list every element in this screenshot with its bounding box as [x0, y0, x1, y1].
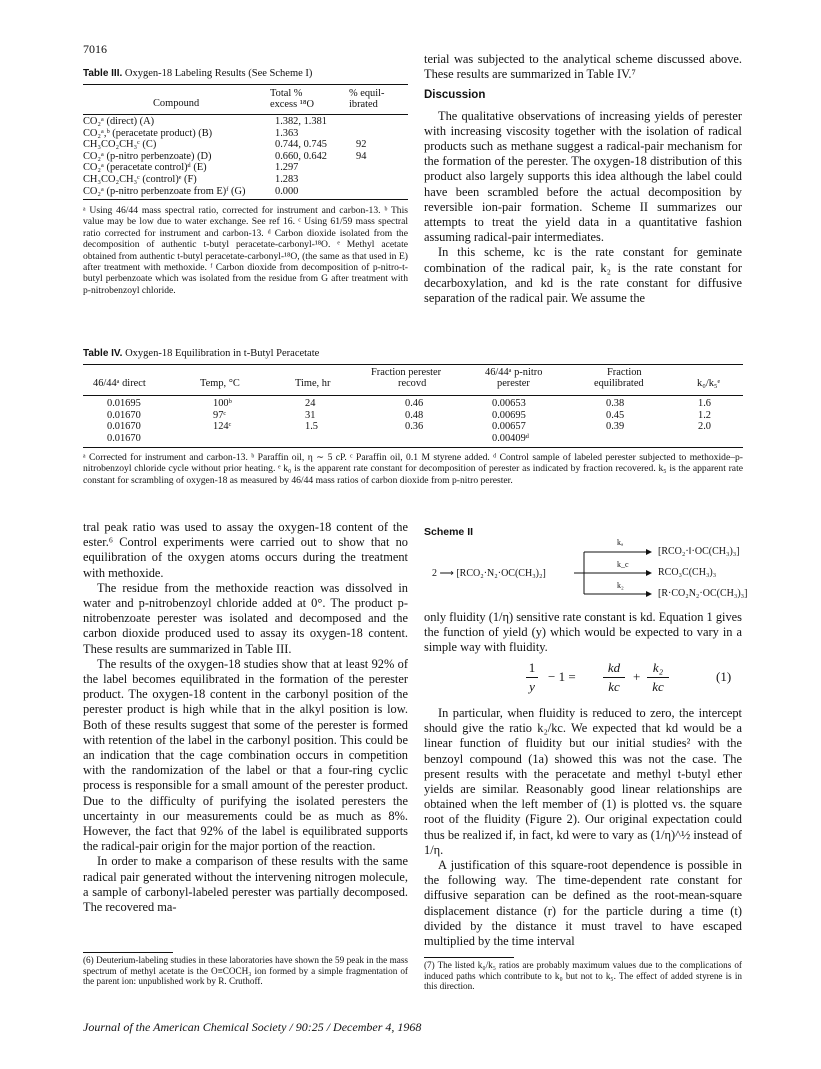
continuation-paragraph: terial was subjected to the analytical scheme discussed above. These results are summarized in Table IV.⁷: [424, 52, 742, 82]
eq-term1-numerator: kd: [607, 660, 621, 675]
table3-cell-total: 1.382, 1.381: [275, 116, 327, 127]
right-paragraph-1: only fluidity (1/η) sensitive rate constant is kd. Equation 1 gives the function of yield (y) which would be expected to vary in a simple way with fluidity.: [424, 610, 742, 655]
table4-cell-time: 24: [305, 398, 316, 409]
scheme2-product-bottom: [R·CO₂N₂·OC(CH₃)₃]: [658, 588, 748, 599]
left-paragraph-3: The results of the oxygen-18 studies show that at least 92% of the label becomes equilibrated in the formation of the perester product. The oxygen-18 content in the carbonyl position of the perester product is high while that in the alkyl position is low. Both of these results suggest that some of the perester is formed with retention of the label in the carbonyl position. This could be an indication that the cage combination occurs in competition with the randomization of the label or that a four-ring cyclic process is responsible for a small amount of the perester product. Due to the difficulty of purifying the isolated peresters the uncertainty in our measurements could be as much as 8%. However, the fact that 92% of the label is equilibrated supports the radical-pair origin for the major portion of the reaction.: [83, 656, 408, 854]
table3-cell-compound: CO₂ᵃ (peracetate control)ᵈ (E): [83, 162, 207, 174]
table3-cell-total: 0.744, 0.745: [275, 139, 327, 151]
table4-cell-direct: 0.01695: [107, 398, 141, 409]
table-row: [83, 421, 743, 433]
right-paragraph-2: In particular, when fluidity is reduced to zero, the intercept should give the ratio k₂/kc. We expected that kd would be a linear function of fluidity but our initial studies² with the benzoyl compound (1a) showed this was not the case. The present results with the peracetate and methyl t-butyl ether yields are similar. Reasonably good linear relationships are obtained when the left member of (1) is plotted vs. the square root of the fluidity (Figure 2). Our original expectation could thus be realized if, in fact, kd were to vary as (1/η)^½ instead of 1/η.: [424, 706, 742, 857]
table3-cell-total: 1.297: [275, 162, 299, 174]
eq-plus: +: [633, 669, 641, 684]
table4-top-rule: [83, 364, 743, 365]
table4-cell-pnitro: 0.00409ᵈ: [492, 432, 530, 444]
left-paragraph-4: In order to make a comparison of these results with the same radical pair generated without the intervening nitrogen molecule, a sample of carbonyl-labeled perester was partially decomposed. The recovered ma-: [83, 854, 408, 915]
table4-header-recovd-bottom: recovd: [398, 378, 427, 389]
left-paragraph-2: The residue from the methoxide reaction was dissolved in water and p-nitrobenzoyl chloride added at 0°. The product p-nitrobenzoate perester was isolated and decomposed and the carbon dioxide produced used to assay its oxygen-18 content. These results are summarized in Table III.: [83, 580, 408, 656]
table4-cell-recovd: 0.48: [405, 409, 424, 421]
table3-header-rule: [83, 114, 408, 115]
eq-lhs-numerator: 1: [528, 660, 536, 675]
table3-cell-total: 1.283: [275, 173, 299, 185]
scheme2-k-top: kₐ: [617, 538, 624, 547]
table4-cell-fraction: 0.38: [606, 398, 625, 409]
table4-cell-pnitro: 0.00695: [492, 409, 526, 421]
table4-header-pnitro-top: 46/44ᵃ p-nitro: [485, 367, 543, 378]
table3-cell-equil: 92: [356, 139, 367, 151]
table3-caption: [83, 68, 312, 79]
table4-header: [83, 367, 743, 393]
table4-cell-temp: 97ᶜ: [213, 409, 227, 421]
table-row: [83, 433, 743, 445]
table-row: [83, 139, 408, 151]
table4-cell-fraction: 0.39: [606, 421, 625, 433]
scheme2-label: Scheme II: [424, 526, 474, 538]
right-bottom-column: [424, 706, 742, 949]
table3-body: [83, 116, 408, 197]
table-row: [83, 174, 408, 186]
table-row: [83, 116, 408, 128]
table4-header-time: Time, hr: [295, 378, 331, 389]
table3-header-equil-top: % equil-: [349, 88, 385, 99]
table3-cell-compound: CO₂ᵃ (p-nitro perbenzoate from E)ᶠ (G): [83, 185, 246, 197]
table3-cell-total: 1.363: [275, 127, 299, 139]
table4-header-fraction-bottom: equilibrated: [594, 378, 644, 389]
table3-cell-compound: CH₃CO₂CH₃ᶜ (control)ᵉ (F): [83, 173, 197, 185]
eq-term1-bar: [603, 677, 625, 678]
page-number: 7016: [83, 42, 107, 56]
discussion-paragraph-2: In this scheme, kc is the rate constant for geminate combination of the radical pair, k₂ is the rate constant for decarboxylation, and kd is the rate constant for diffusive separation of the radical pair. We assume the: [424, 245, 742, 306]
table3-cell-equil: 94: [356, 150, 367, 162]
table3-cell-compound: CO₂ᵃ (direct) (A): [83, 116, 155, 127]
table4-cell-direct: 0.01670: [107, 432, 141, 444]
table4-bottom-rule: [83, 447, 743, 448]
scheme2-diagram: [424, 538, 748, 608]
table4-header-direct: 46/44ᵃ direct: [93, 378, 146, 389]
table4-cell-ratio: 2.0: [698, 421, 711, 433]
table4-footnotes: ᵃ Corrected for instrument and carbon-13. ᵇ Paraffin oil, η ∼ 5 cP. ᶜ Paraffin oil, 0.1 M styrene added. ᵈ Control sample of labeled perester subjected to methoxide–p-nitrobenzoyl chloride cycle without prior heating. ᵉ k₀ is the apparent rate constant for decomposition of perester as indicated by fraction recovered. k₅ is the apparent rate constant for scrambling of oxygen-18 as measured by 46/44 mass ratios of carbon dioxide from p-nitro perester.: [83, 452, 743, 486]
table3-header-compound: Compound: [153, 98, 200, 109]
table3-bottom-rule: [83, 199, 408, 200]
eq-term1-fraction: [602, 660, 626, 695]
table4-header-temp: Temp, °C: [200, 378, 240, 389]
table4-header-recovd-top: Fraction perester: [371, 367, 442, 378]
table-row: [83, 186, 408, 198]
table4-cell-pnitro: 0.00653: [492, 398, 526, 409]
discussion-paragraph-1: The qualitative observations of increasing yields of perester with increasing viscosity together with the isolation of radical products such as methane suggest a radical-pair mechanism for the formation of the perester. The oxygen-18 distribution of this product also largely supports this idea although the label could have been scrambled before the actual decomposition by reversible ion-pair formation. Scheme II summarizes our attempts to treat the yield data in a quantitative fashion assuming radical-pair intermediates.: [424, 108, 742, 245]
eq-lhs-bar: [526, 677, 538, 678]
table4-cell-temp: 124ᶜ: [213, 421, 232, 433]
left-paragraph-1: tral peak ratio was used to assay the oxygen-18 content of the ester.⁶ Control experiments were carried out to show that no equilibration of the oxygen atoms occurs during the treatment with methoxide.: [83, 520, 408, 580]
right-bottom-para-1: [424, 610, 742, 656]
table4-cell-direct: 0.01670: [107, 421, 141, 433]
table3-top-rule: [83, 84, 408, 85]
right-paragraph-3: A justification of this square-root dependence is possible in the following way. The time-dependent rate constant for diffusive separation can be defined as the root-mean-square displacement distance (r) for the particle during a time (t) divided by the distance it must travel to have escaped multiplied by the time interval: [424, 858, 742, 949]
scheme2-product-mid: RCO₃C(CH₃)₃: [658, 567, 717, 578]
footnote-6: (6) Deuterium-labeling studies in these laboratories have shown the 59 peak in the mass spectrum of methyl acetate is the O≡COCH₃ ion formed by a simple fragmentation of the parent ion: unpublished work by R. Cruthoff.: [83, 955, 408, 987]
scheme2-k-mid: k_c: [617, 560, 629, 569]
table4-cell-temp: 100ᵇ: [213, 398, 232, 409]
eq-lhs-fraction: [525, 660, 539, 695]
scheme2-start: 2 ⟶ [RCO₂·N₂·OC(CH₃)₂]: [432, 568, 546, 579]
table4-cell-time: 1.5: [305, 421, 318, 433]
table4-cell-ratio: 1.2: [698, 409, 711, 421]
left-footnote-rule: [83, 952, 173, 953]
scheme2-arrows: [574, 538, 654, 608]
table4-title: Oxygen-18 Equilibration in t-Butyl Peracetate: [125, 348, 320, 359]
table4-caption: [83, 348, 319, 359]
eq-term2-denominator: kc: [652, 679, 664, 694]
table3-header-equil-bottom: ibrated: [349, 99, 378, 110]
table4-body: [83, 398, 743, 444]
table3-cell-compound: CO₂ᵃ,ᵇ (peracetate product) (B): [83, 127, 213, 139]
table-row: [83, 398, 743, 410]
table4-cell-time: 31: [305, 409, 316, 421]
table-row: [83, 162, 408, 174]
table3-title: Oxygen-18 Labeling Results (See Scheme I): [124, 68, 313, 79]
table3-label: Table III.: [83, 68, 123, 79]
table-row: [83, 151, 408, 163]
left-bottom-column: [83, 520, 408, 915]
table4-header-rule: [83, 395, 743, 396]
table4-label: Table IV.: [83, 348, 123, 359]
table4-cell-direct: 0.01670: [107, 409, 141, 421]
equation-1: [424, 660, 742, 704]
table3-footnotes: ᵃ Using 46/44 mass spectral ratio, corrected for instrument and carbon-13. ᵇ This value may be low due to water exchange. See ref 16. ᶜ Using 61/59 mass spectral ratio corrected for instrument and carbon-13. ᵈ Carbon dioxide isolated from the decomposition of authentic t-butyl peracetate-carbonyl-¹⁸O. ᵉ Methyl acetate obtained from authentic t-butyl peracetate-carbonyl-¹⁸O, (the same as that used in E) after treatment with methoxide. ᶠ Carbon dioxide from decomposition of p-nitro-t-butyl perbenzoate which was isolated from the residue from G after treatment with p-nitrobenzoyl chloride.: [83, 205, 408, 296]
table-row: [83, 410, 743, 422]
eq-term2-bar: [647, 677, 669, 678]
table-row: [83, 128, 408, 140]
footnote-7: (7) The listed k₀/k₅ ratios are probably maximum values due to the complications of induced paths which contribute to k₀ but not to k₅. The effect of added styrene is in this direction.: [424, 960, 742, 992]
table3-header: [83, 88, 408, 114]
eq-term2-fraction: [646, 660, 670, 695]
scheme2-k-bottom: k₂: [617, 581, 624, 590]
right-footnote-rule: [424, 957, 514, 958]
eq-lhs-denominator: y: [529, 679, 535, 694]
journal-footer: Journal of the American Chemical Society / 90:25 / December 4, 1968: [83, 1020, 422, 1034]
table4-cell-recovd: 0.46: [405, 398, 424, 409]
table4-cell-ratio: 1.6: [698, 398, 711, 409]
table3-header-total-top: Total %: [270, 88, 303, 99]
table3-header-total-bottom: excess ¹⁸O: [270, 99, 314, 110]
table4-header-pnitro-bottom: perester: [497, 378, 530, 389]
table3-cell-compound: CO₂ᵃ (p-nitro perbenzoate) (D): [83, 150, 212, 162]
scheme2-product-top: [RCO₂·‖·OC(CH₃)₃]: [658, 546, 740, 557]
table4-cell-fraction: 0.45: [606, 409, 625, 421]
eq-term2-numerator: k₂: [652, 660, 664, 675]
table3-cell-total: 0.000: [275, 185, 299, 197]
eq-term1-denominator: kc: [608, 679, 620, 694]
table4-header-fraction-top: Fraction: [607, 367, 642, 378]
eq-number: (1): [716, 669, 732, 684]
table3-cell-compound: CH₃CO₂CH₃ᶜ (C): [83, 139, 157, 151]
table4-cell-recovd: 0.36: [405, 421, 424, 433]
table4-header-ratio: k₀/k₅ᵉ: [697, 378, 721, 389]
discussion-heading: Discussion: [424, 89, 486, 102]
table4-cell-pnitro: 0.00657: [492, 421, 526, 433]
table3-cell-total: 0.660, 0.642: [275, 150, 327, 162]
eq-minus-equals: − 1 =: [548, 669, 576, 684]
right-top-column: [424, 52, 742, 306]
